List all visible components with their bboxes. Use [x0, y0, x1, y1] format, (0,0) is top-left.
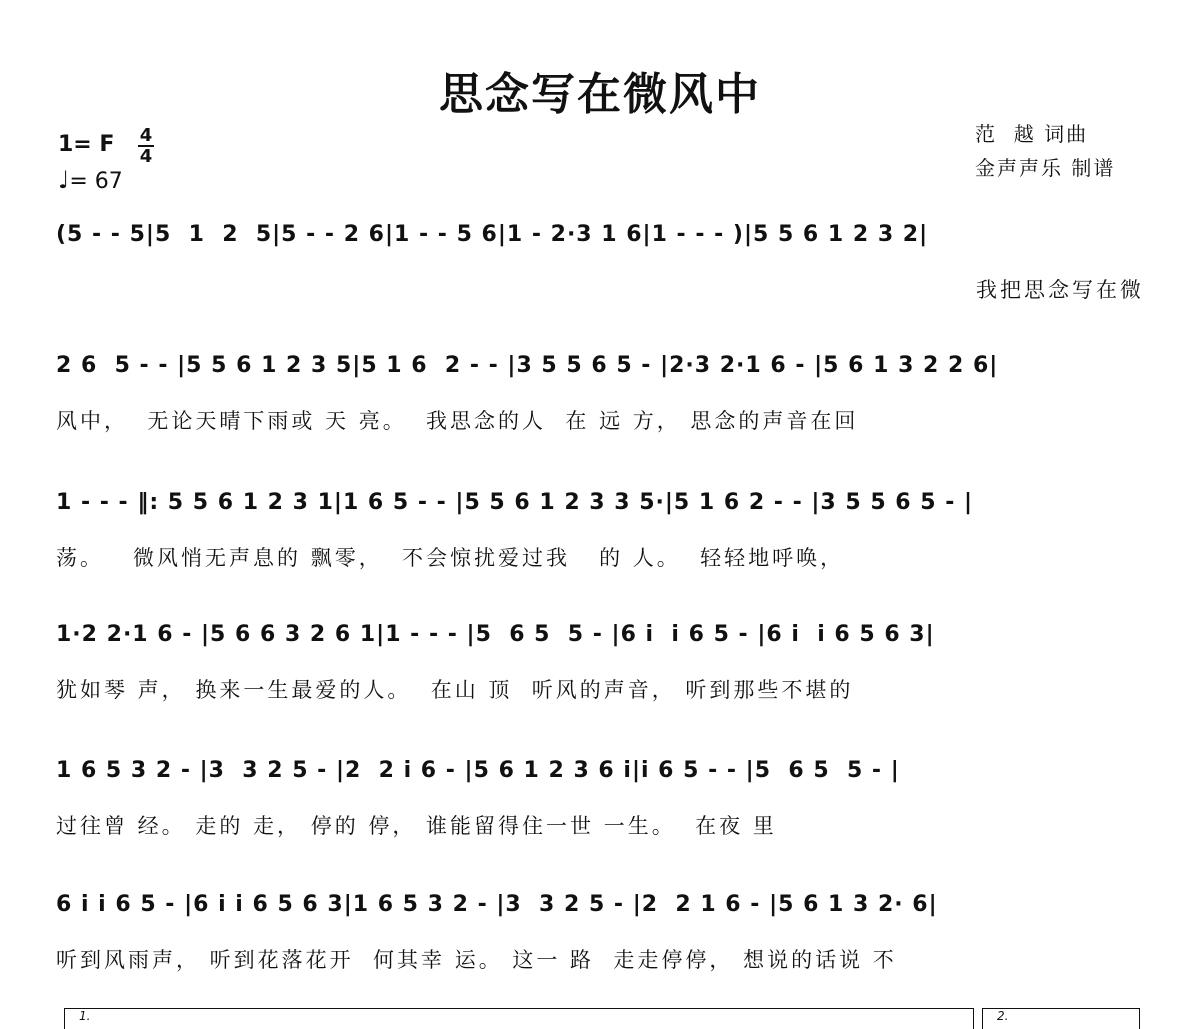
notation-line: 2 6 5 - - |5 5 6 1 2 3 5|5 1 6 2 - - |3 5 5 6 5 - |2·3 2·1 6 - |5 6 1 3 2 2 6| [56, 353, 999, 378]
notation-line: 6 i i 6 5 - |6 i i 6 5 6 3|1 6 5 3 2 - |3 3 2 5 - |2 2 1 6 - |5 6 1 3 2· 6| [56, 892, 938, 917]
lyrics-line: 我把思念写在微 [976, 278, 1144, 302]
score-line-5 [56, 758, 1146, 888]
score-line-2 [56, 353, 1146, 483]
quarter-note-icon: ♩ [58, 166, 70, 194]
notation-line: 1 6 5 3 2 - |3 3 2 5 - |2 2 i 6 - |5 6 1 2 3 6 i|i 6 5 - - |5 6 5 5 - | [56, 758, 900, 783]
key-signature: 1= F [58, 132, 115, 157]
lyrics-line: 听到风雨声， 听到花落花开 何其幸 运。 这一 路 走走停停， 想说的话说 不 [56, 948, 897, 972]
lyrics-line: 风中， 无论天晴下雨或 天 亮。 我思念的人 在 远 方， 思念的声音在回 [56, 409, 859, 433]
score-line-4 [56, 622, 1146, 752]
time-signature-bottom: 4 [139, 146, 153, 167]
second-ending-label: 2. [997, 1009, 1009, 1023]
score-line-3 [56, 490, 1146, 620]
time-signature-top: 4 [139, 125, 153, 146]
engraver-credit: 金声声乐 制谱 [975, 156, 1116, 180]
notation-line: 1 - - - ‖: 5 5 6 1 2 3 1|1 6 5 - - |5 5 6 1 2 3 3 5·|5 1 6 2 - - |3 5 5 6 5 - | [56, 490, 974, 515]
lyrics-line: 荡。 微风悄无声息的 飘零， 不会惊扰爱过我 的 人。 轻轻地呼唤， [56, 546, 845, 570]
first-ending-label: 1. [79, 1009, 91, 1023]
first-ending-bracket [64, 1008, 974, 1029]
song-title: 思念写在微风中 [439, 69, 761, 120]
score-line-1 [56, 222, 1146, 352]
tempo-value: = 67 [69, 169, 123, 194]
second-ending-bracket [982, 1008, 1140, 1029]
lyricist-composer-credit: 范 越 词曲 [975, 122, 1089, 146]
notation-line: (5 - - 5|5 1 2 5|5 - - 2 6|1 - - 5 6|1 - 2·3 1 6|1 - - - )|5 5 6 1 2 3 2| [56, 222, 929, 247]
lyrics-line: 过往曾 经。 走的 走， 停的 停， 谁能留得住一世 一生。 在夜 里 [56, 814, 777, 838]
notation-line: 1·2 2·1 6 - |5 6 6 3 2 6 1|1 - - - |5 6 5 5 - |6 i i 6 5 - |6 i i 6 5 6 3| [56, 622, 935, 647]
time-signature [136, 126, 156, 166]
lyrics-line: 犹如琴 声， 换来一生最爱的人。 在山 顶 听风的声音， 听到那些不堪的 [56, 678, 854, 702]
score-line-6 [56, 892, 1146, 1022]
tempo-marking [58, 166, 123, 194]
